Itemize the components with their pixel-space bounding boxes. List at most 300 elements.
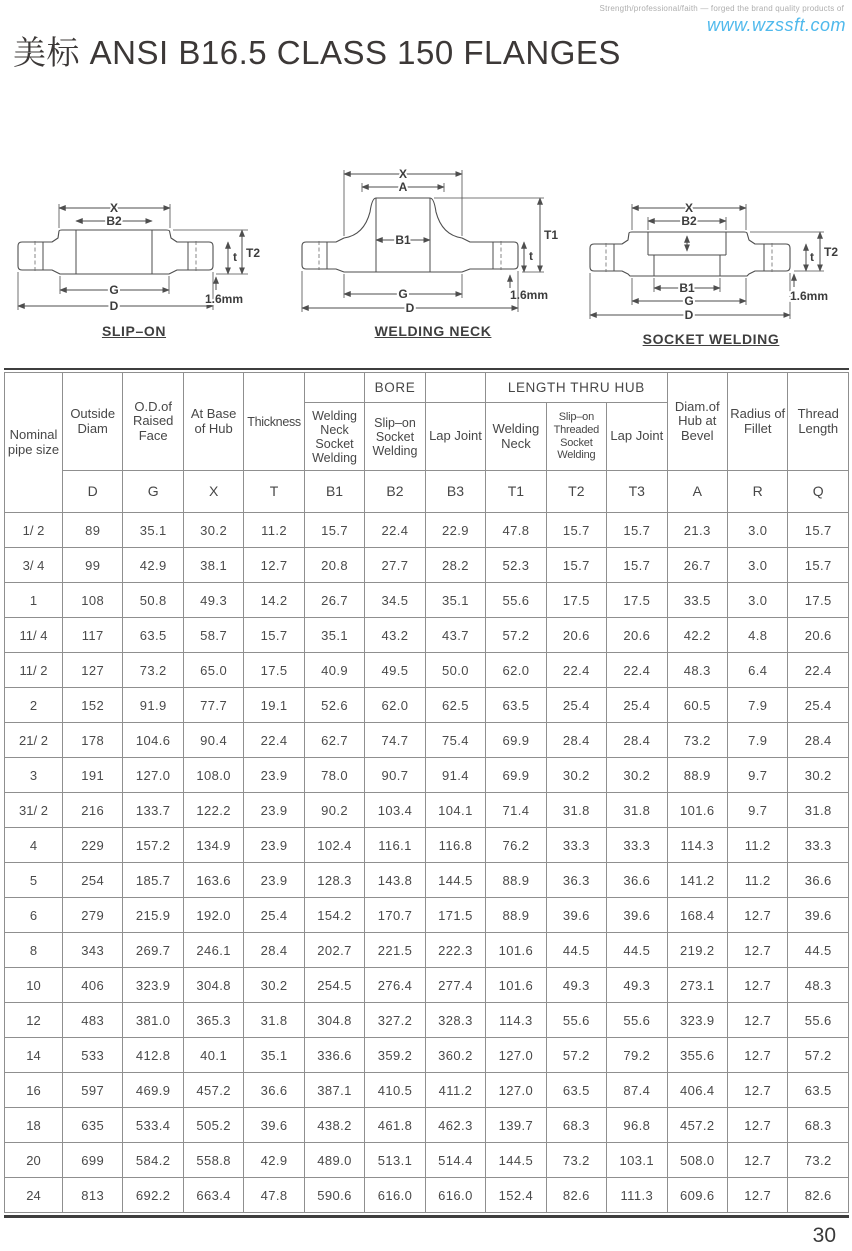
value-cell: 57.2 — [486, 618, 546, 653]
value-cell: 22.4 — [607, 653, 667, 688]
table-row — [5, 1178, 849, 1213]
value-cell: 73.2 — [788, 1143, 849, 1178]
value-cell: 489.0 — [304, 1143, 364, 1178]
value-cell: 22.9 — [425, 513, 485, 548]
value-cell: 42.9 — [244, 1143, 304, 1178]
nominal-size-cell: 2 — [5, 688, 63, 723]
value-cell: 33.3 — [788, 828, 849, 863]
value-cell: 411.2 — [425, 1073, 485, 1108]
value-cell: 597 — [63, 1073, 123, 1108]
value-cell: 62.5 — [425, 688, 485, 723]
value-cell: 55.6 — [546, 1003, 606, 1038]
value-cell: 103.4 — [365, 793, 425, 828]
value-cell: 48.3 — [788, 968, 849, 1003]
socket-welding-figure — [578, 170, 844, 347]
value-cell: 20.6 — [546, 618, 606, 653]
value-cell: 191 — [63, 758, 123, 793]
value-cell: 43.2 — [365, 618, 425, 653]
dim-label-g: G — [109, 283, 119, 297]
value-cell: 157.2 — [123, 828, 183, 863]
value-cell: 128.3 — [304, 863, 364, 898]
value-cell: 108 — [63, 583, 123, 618]
table-row — [5, 968, 849, 1003]
nominal-size-cell: 20 — [5, 1143, 63, 1178]
value-cell: 31.8 — [788, 793, 849, 828]
value-cell: 35.1 — [425, 583, 485, 618]
dim-label-d: D — [684, 308, 694, 322]
value-cell: 50.8 — [123, 583, 183, 618]
value-cell: 44.5 — [607, 933, 667, 968]
value-cell: 27.7 — [365, 548, 425, 583]
value-cell: 25.4 — [788, 688, 849, 723]
dim-label-raised-face: 1.6mm — [204, 292, 244, 306]
value-cell: 35.1 — [123, 513, 183, 548]
page-number: 30 — [812, 1224, 836, 1247]
header-length-thru-hub-group: LENGTH THRU HUB — [486, 373, 667, 403]
value-cell: 22.4 — [546, 653, 606, 688]
value-cell: 12.7 — [727, 1003, 787, 1038]
dim-label-t: t — [233, 250, 237, 264]
value-cell: 6.4 — [727, 653, 787, 688]
value-cell: 15.7 — [607, 548, 667, 583]
value-cell: 22.4 — [788, 653, 849, 688]
value-cell: 462.3 — [425, 1108, 485, 1143]
nominal-size-cell: 1 — [5, 583, 63, 618]
value-cell: 90.4 — [183, 723, 243, 758]
flange-outline — [18, 230, 213, 274]
nominal-size-cell: 10 — [5, 968, 63, 1003]
value-cell: 692.2 — [123, 1178, 183, 1213]
nominal-size-cell: 3 — [5, 758, 63, 793]
value-cell: 111.3 — [607, 1178, 667, 1213]
value-cell: 584.2 — [123, 1143, 183, 1178]
value-cell: 57.2 — [788, 1038, 849, 1073]
value-cell: 44.5 — [546, 933, 606, 968]
value-cell: 52.3 — [486, 548, 546, 583]
table-row — [5, 1003, 849, 1038]
column-letter-B1: B1 — [304, 471, 364, 513]
value-cell: 75.4 — [425, 723, 485, 758]
welding-neck-caption: WELDING NECK — [374, 323, 492, 339]
value-cell: 57.2 — [546, 1038, 606, 1073]
value-cell: 71.4 — [486, 793, 546, 828]
value-cell: 304.8 — [183, 968, 243, 1003]
value-cell: 78.0 — [304, 758, 364, 793]
value-cell: 62.7 — [304, 723, 364, 758]
value-cell: 73.2 — [123, 653, 183, 688]
value-cell: 55.6 — [788, 1003, 849, 1038]
value-cell: 483 — [63, 1003, 123, 1038]
value-cell: 15.7 — [304, 513, 364, 548]
value-cell: 323.9 — [123, 968, 183, 1003]
value-cell: 42.9 — [123, 548, 183, 583]
value-cell: 89 — [63, 513, 123, 548]
value-cell: 38.1 — [183, 548, 243, 583]
dim-label-g: G — [684, 294, 694, 308]
value-cell: 25.4 — [244, 898, 304, 933]
nominal-size-cell: 12 — [5, 1003, 63, 1038]
value-cell: 254.5 — [304, 968, 364, 1003]
table-row — [5, 793, 849, 828]
value-cell: 461.8 — [365, 1108, 425, 1143]
value-cell: 469.9 — [123, 1073, 183, 1108]
value-cell: 36.3 — [546, 863, 606, 898]
value-cell: 36.6 — [788, 863, 849, 898]
value-cell: 12.7 — [727, 968, 787, 1003]
value-cell: 11.2 — [244, 513, 304, 548]
value-cell: 168.4 — [667, 898, 727, 933]
nominal-size-cell: 4 — [5, 828, 63, 863]
value-cell: 813 — [63, 1178, 123, 1213]
value-cell: 28.4 — [788, 723, 849, 758]
table-row — [5, 1108, 849, 1143]
value-cell: 15.7 — [546, 548, 606, 583]
dim-label-b2: B2 — [106, 214, 122, 228]
value-cell: 269.7 — [123, 933, 183, 968]
value-cell: 192.0 — [183, 898, 243, 933]
value-cell: 28.2 — [425, 548, 485, 583]
slip-on-diagram — [6, 170, 262, 316]
value-cell: 365.3 — [183, 1003, 243, 1038]
value-cell: 65.0 — [183, 653, 243, 688]
header-od-raised-face: O.D.of Raised Face — [123, 373, 183, 471]
header-lap-joint-hub: Lap Joint — [607, 403, 667, 471]
value-cell: 343 — [63, 933, 123, 968]
value-cell: 114.3 — [667, 828, 727, 863]
header-welding-neck: Welding Neck — [486, 403, 546, 471]
value-cell: 7.9 — [727, 723, 787, 758]
value-cell: 76.2 — [486, 828, 546, 863]
dim-label-t2: T2 — [823, 245, 839, 259]
value-cell: 73.2 — [667, 723, 727, 758]
header-welding-neck-socket-welding: Welding Neck Socket Welding — [304, 403, 364, 471]
value-cell: 108.0 — [183, 758, 243, 793]
value-cell: 23.9 — [244, 828, 304, 863]
value-cell: 17.5 — [607, 583, 667, 618]
value-cell: 39.6 — [788, 898, 849, 933]
value-cell: 229 — [63, 828, 123, 863]
table-wrap — [4, 372, 849, 1213]
dim-label-g: G — [398, 287, 408, 301]
header-at-base-of-hub: At Base of Hub — [183, 373, 243, 471]
value-cell: 219.2 — [667, 933, 727, 968]
value-cell: 33.3 — [546, 828, 606, 863]
value-cell: 77.7 — [183, 688, 243, 723]
column-letter-B3: B3 — [425, 471, 485, 513]
value-cell: 558.8 — [183, 1143, 243, 1178]
value-cell: 254 — [63, 863, 123, 898]
value-cell: 114.3 — [486, 1003, 546, 1038]
header-empty-b1 — [304, 373, 364, 403]
value-cell: 39.6 — [607, 898, 667, 933]
value-cell: 35.1 — [304, 618, 364, 653]
column-letter-T1: T1 — [486, 471, 546, 513]
value-cell: 55.6 — [486, 583, 546, 618]
value-cell: 55.6 — [607, 1003, 667, 1038]
value-cell: 104.1 — [425, 793, 485, 828]
nominal-size-cell: 11/ 2 — [5, 653, 63, 688]
table-row — [5, 653, 849, 688]
slip-on-figure — [6, 170, 262, 339]
table-bottom-rule — [4, 1215, 849, 1218]
value-cell: 33.5 — [667, 583, 727, 618]
value-cell: 30.2 — [607, 758, 667, 793]
welding-neck-figure — [288, 156, 578, 339]
dimension-lines — [18, 201, 260, 313]
value-cell: 9.7 — [727, 758, 787, 793]
header-thickness: Thickness — [244, 373, 304, 471]
value-cell: 82.6 — [788, 1178, 849, 1213]
value-cell: 28.4 — [244, 933, 304, 968]
value-cell: 36.6 — [244, 1073, 304, 1108]
value-cell: 49.3 — [546, 968, 606, 1003]
value-cell: 23.9 — [244, 863, 304, 898]
table-header — [5, 373, 849, 513]
header-thread-length: Thread Length — [788, 373, 849, 471]
header-outside-diam: Outside Diam — [63, 373, 123, 471]
value-cell: 17.5 — [244, 653, 304, 688]
table-row — [5, 1143, 849, 1178]
value-cell: 58.7 — [183, 618, 243, 653]
value-cell: 26.7 — [667, 548, 727, 583]
value-cell: 12.7 — [727, 898, 787, 933]
value-cell: 39.6 — [546, 898, 606, 933]
value-cell: 304.8 — [304, 1003, 364, 1038]
value-cell: 406 — [63, 968, 123, 1003]
value-cell: 49.3 — [183, 583, 243, 618]
value-cell: 21.3 — [667, 513, 727, 548]
value-cell: 22.4 — [244, 723, 304, 758]
value-cell: 31.8 — [244, 1003, 304, 1038]
value-cell: 49.5 — [365, 653, 425, 688]
value-cell: 62.0 — [486, 653, 546, 688]
value-cell: 25.4 — [607, 688, 667, 723]
value-cell: 12.7 — [727, 933, 787, 968]
value-cell: 15.7 — [788, 548, 849, 583]
value-cell: 50.0 — [425, 653, 485, 688]
table-row — [5, 758, 849, 793]
nominal-size-cell: 14 — [5, 1038, 63, 1073]
column-letter-R: R — [727, 471, 787, 513]
value-cell: 127.0 — [123, 758, 183, 793]
value-cell: 68.3 — [788, 1108, 849, 1143]
dim-label-d: D — [405, 301, 415, 315]
value-cell: 3.0 — [727, 583, 787, 618]
value-cell: 47.8 — [244, 1178, 304, 1213]
table-row — [5, 863, 849, 898]
dim-label-t1: T1 — [543, 228, 559, 242]
value-cell: 117 — [63, 618, 123, 653]
value-cell: 7.9 — [727, 688, 787, 723]
value-cell: 9.7 — [727, 793, 787, 828]
value-cell: 505.2 — [183, 1108, 243, 1143]
value-cell: 590.6 — [304, 1178, 364, 1213]
value-cell: 141.2 — [667, 863, 727, 898]
value-cell: 23.9 — [244, 758, 304, 793]
table-top-rule — [4, 368, 849, 370]
website-url: www.wzssft.com — [706, 15, 846, 35]
value-cell: 152 — [63, 688, 123, 723]
value-cell: 63.5 — [546, 1073, 606, 1108]
value-cell: 63.5 — [788, 1073, 849, 1108]
dim-label-b2: B2 — [681, 214, 697, 228]
header-bore-group: BORE — [365, 373, 425, 403]
value-cell: 122.2 — [183, 793, 243, 828]
value-cell: 15.7 — [788, 513, 849, 548]
table-row — [5, 618, 849, 653]
value-cell: 40.9 — [304, 653, 364, 688]
value-cell: 69.9 — [486, 758, 546, 793]
value-cell: 246.1 — [183, 933, 243, 968]
header-empty-b3 — [425, 373, 485, 403]
value-cell: 355.6 — [667, 1038, 727, 1073]
dim-label-b1: B1 — [395, 233, 411, 247]
value-cell: 277.4 — [425, 968, 485, 1003]
value-cell: 116.1 — [365, 828, 425, 863]
value-cell: 88.9 — [486, 898, 546, 933]
value-cell: 4.8 — [727, 618, 787, 653]
value-cell: 406.4 — [667, 1073, 727, 1108]
value-cell: 42.2 — [667, 618, 727, 653]
value-cell: 101.6 — [486, 968, 546, 1003]
value-cell: 170.7 — [365, 898, 425, 933]
value-cell: 63.5 — [123, 618, 183, 653]
dim-label-t2: T2 — [245, 246, 261, 260]
value-cell: 99 — [63, 548, 123, 583]
value-cell: 134.9 — [183, 828, 243, 863]
value-cell: 3.0 — [727, 548, 787, 583]
nominal-size-cell: 8 — [5, 933, 63, 968]
value-cell: 144.5 — [425, 863, 485, 898]
value-cell: 102.4 — [304, 828, 364, 863]
value-cell: 73.2 — [546, 1143, 606, 1178]
value-cell: 127 — [63, 653, 123, 688]
value-cell: 215.9 — [123, 898, 183, 933]
value-cell: 68.3 — [546, 1108, 606, 1143]
column-letter-Q: Q — [788, 471, 849, 513]
value-cell: 533.4 — [123, 1108, 183, 1143]
value-cell: 44.5 — [788, 933, 849, 968]
value-cell: 33.3 — [607, 828, 667, 863]
value-cell: 15.7 — [546, 513, 606, 548]
nominal-size-cell: 11/ 4 — [5, 618, 63, 653]
value-cell: 221.5 — [365, 933, 425, 968]
table-body — [5, 513, 849, 1213]
value-cell: 616.0 — [425, 1178, 485, 1213]
value-cell: 12.7 — [727, 1178, 787, 1213]
value-cell: 82.6 — [546, 1178, 606, 1213]
column-letter-T: T — [244, 471, 304, 513]
dim-label-d: D — [109, 299, 119, 313]
value-cell: 49.3 — [607, 968, 667, 1003]
column-letter-T2: T2 — [546, 471, 606, 513]
value-cell: 635 — [63, 1108, 123, 1143]
value-cell: 52.6 — [304, 688, 364, 723]
column-letters-row — [5, 471, 849, 513]
header-lap-joint-bore: Lap Joint — [425, 403, 485, 471]
nominal-size-cell: 6 — [5, 898, 63, 933]
value-cell: 26.7 — [304, 583, 364, 618]
value-cell: 22.4 — [365, 513, 425, 548]
value-cell: 144.5 — [486, 1143, 546, 1178]
value-cell: 139.7 — [486, 1108, 546, 1143]
nominal-size-cell: 24 — [5, 1178, 63, 1213]
dim-label-x: X — [398, 167, 408, 181]
value-cell: 699 — [63, 1143, 123, 1178]
header-diam-hub-bevel: Diam.of Hub at Bevel — [667, 373, 727, 471]
value-cell: 359.2 — [365, 1038, 425, 1073]
table-row — [5, 723, 849, 758]
value-cell: 202.7 — [304, 933, 364, 968]
value-cell: 19.1 — [244, 688, 304, 723]
header-slip-on-socket-welding: Slip–on Socket Welding — [365, 403, 425, 471]
table-row — [5, 828, 849, 863]
dim-label-t: t — [810, 250, 814, 264]
table-row — [5, 548, 849, 583]
value-cell: 30.2 — [244, 968, 304, 1003]
value-cell: 90.7 — [365, 758, 425, 793]
value-cell: 11.2 — [727, 863, 787, 898]
value-cell: 360.2 — [425, 1038, 485, 1073]
value-cell: 3.0 — [727, 513, 787, 548]
flange-outline — [590, 232, 790, 276]
value-cell: 20.6 — [607, 618, 667, 653]
value-cell: 508.0 — [667, 1143, 727, 1178]
value-cell: 457.2 — [667, 1108, 727, 1143]
value-cell: 381.0 — [123, 1003, 183, 1038]
header-radius-fillet: Radius of Fillet — [727, 373, 787, 471]
value-cell: 328.3 — [425, 1003, 485, 1038]
value-cell: 39.6 — [244, 1108, 304, 1143]
value-cell: 104.6 — [123, 723, 183, 758]
value-cell: 12.7 — [727, 1038, 787, 1073]
value-cell: 17.5 — [788, 583, 849, 618]
value-cell: 15.7 — [244, 618, 304, 653]
column-letter-B2: B2 — [365, 471, 425, 513]
value-cell: 17.5 — [546, 583, 606, 618]
value-cell: 69.9 — [486, 723, 546, 758]
page-title: 美标 ANSI B16.5 CLASS 150 FLANGES — [13, 34, 621, 71]
value-cell: 14.2 — [244, 583, 304, 618]
table-row — [5, 1038, 849, 1073]
value-cell: 34.5 — [365, 583, 425, 618]
value-cell: 127.0 — [486, 1073, 546, 1108]
nominal-size-cell: 18 — [5, 1108, 63, 1143]
dim-label-b1: B1 — [679, 281, 695, 295]
value-cell: 101.6 — [486, 933, 546, 968]
nominal-size-cell: 31/ 2 — [5, 793, 63, 828]
socket-welding-diagram — [578, 170, 844, 324]
value-cell: 87.4 — [607, 1073, 667, 1108]
value-cell: 63.5 — [486, 688, 546, 723]
value-cell: 62.0 — [365, 688, 425, 723]
value-cell: 60.5 — [667, 688, 727, 723]
value-cell: 609.6 — [667, 1178, 727, 1213]
value-cell: 90.2 — [304, 793, 364, 828]
value-cell: 276.4 — [365, 968, 425, 1003]
value-cell: 410.5 — [365, 1073, 425, 1108]
value-cell: 279 — [63, 898, 123, 933]
value-cell: 12.7 — [727, 1108, 787, 1143]
value-cell: 616.0 — [365, 1178, 425, 1213]
value-cell: 31.8 — [607, 793, 667, 828]
dimension-lines — [590, 201, 838, 322]
value-cell: 152.4 — [486, 1178, 546, 1213]
table-row — [5, 898, 849, 933]
flange-dimensions-table — [4, 372, 849, 1213]
value-cell: 12.7 — [727, 1143, 787, 1178]
nominal-size-cell: 3/ 4 — [5, 548, 63, 583]
